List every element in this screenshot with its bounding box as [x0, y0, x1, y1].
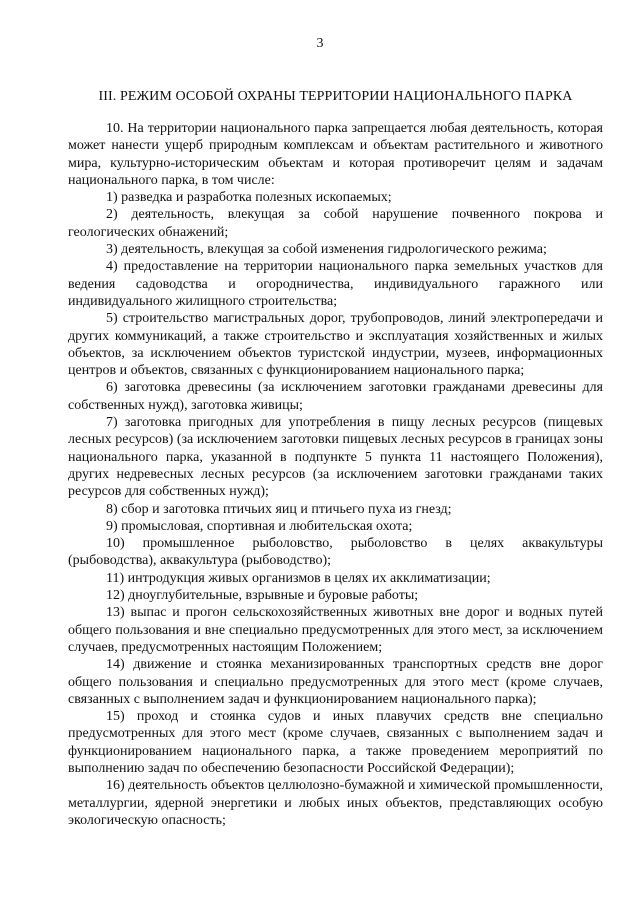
document-content — [68, 88, 603, 829]
list-item: 15) проход и стоянка судов и иных плавучих средств вне специально предусмотренных для этого мест (кроме случаев, связанных с выполнением задач и функционированием национального парка, а также проведением мероприятий по выполнению задач по обеспечению безопасности Российской Федерации); — [68, 709, 603, 776]
list-item: 7) заготовка пригодных для употребления в пищу лесных ресурсов (пищевых лесных ресурсов) (за исключением заготовки пищевых лесных ресурсов в границах зоны национального парка, указанной в подпункте 5 пункта 11 настоящего Положения), других недревесных лесных ресурсов (за исключением заготовки гражданами таких ресурсов для собственных нужд); — [68, 415, 603, 500]
list-item: 16) деятельность объектов целлюлозно-бумажной и химической промышленности, металлургии, ядерной энергетики и любых иных объектов, представляющих особую экологическую опасность; — [68, 778, 603, 828]
prohibited-activities-list — [68, 189, 603, 829]
intro-paragraph: 10. На территории национального парка запрещается любая деятельность, которая может нанести ущерб природным комплексам и объектам растительного и животного мира, культурно-историческим объектам и которая противоречит целям и задачам национального парка, в том числе: — [68, 121, 603, 188]
list-item: 2) деятельность, влекущая за собой нарушение почвенного покрова и геологических обнажений; — [68, 207, 603, 240]
page-number: 3 — [316, 36, 324, 51]
list-item: 5) строительство магистральных дорог, трубопроводов, линий электропередачи и других коммуникаций, а также строительство и эксплуатация хозяйственных и жилых объектов, за исключением объектов туристской индустрии, музеев, информационных центров и объектов, связанных с функционированием национального парка; — [68, 311, 603, 379]
list-item: 13) выпас и прогон сельскохозяйственных животных вне дорог и водных путей общего пользования и вне специально предусмотренных для этого мест, за исключением случаев, предусмотренных настоящим Положением; — [68, 605, 603, 655]
list-item: 14) движение и стоянка механизированных транспортных средств вне дорог общего пользования и специально предусмотренных для этого мест (кроме случаев, связанных с выполнением задач и функционированием национального парка); — [68, 657, 603, 707]
list-item: 12) дноуглубительные, взрывные и буровые работы; — [106, 588, 419, 604]
list-item: 11) интродукция живых организмов в целях их акклиматизации; — [106, 570, 491, 586]
list-item: 3) деятельность, влекущая за собой изменения гидрологического режима; — [106, 242, 547, 258]
list-item: 1) разведка и разработка полезных ископаемых; — [106, 190, 392, 206]
section-title: III. РЕЖИМ ОСОБОЙ ОХРАНЫ ТЕРРИТОРИИ НАЦИОНАЛЬНОГО ПАРКА — [98, 89, 573, 104]
list-item: 6) заготовка древесины (за исключением заготовки гражданами древесины для собственных нужд), заготовка живицы; — [68, 380, 603, 413]
list-item: 4) предоставление на территории национального парка земельных участков для ведения садоводства и огородничества, индивидуального гаражного или индивидуального жилищного строительства; — [68, 259, 603, 309]
list-item: 8) сбор и заготовка птичьих яиц и птичьего пуха из гнезд; — [106, 501, 452, 517]
list-item: 9) промысловая, спортивная и любительская охота; — [106, 518, 413, 534]
list-item: 10) промышленное рыболовство, рыболовство в целях аквакультуры (рыбоводства), аквакультура (рыбоводство); — [68, 536, 603, 569]
